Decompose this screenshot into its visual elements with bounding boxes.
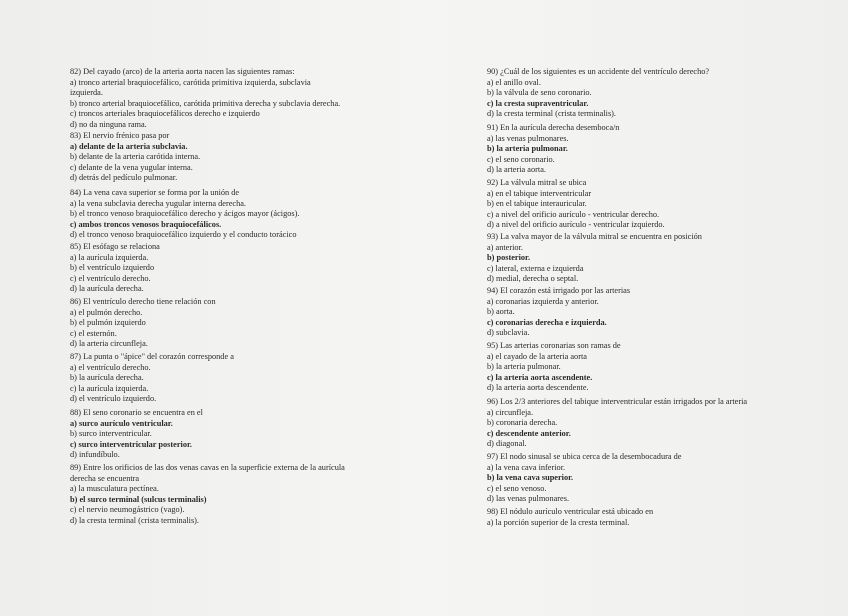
question-block — [70, 242, 450, 295]
question-stem: 84) La vena cava superior se forma por la unión de — [70, 188, 240, 197]
answer-option: b) delante de la arteria carótida interna. — [70, 152, 201, 162]
answer-option: d) la arteria circunfleja. — [70, 339, 148, 349]
question-stem: 85) El esófago se relaciona — [70, 242, 160, 251]
answer-option: a) anterior. — [487, 242, 523, 252]
question-stem: 98) El nódulo aurículo ventricular está ubicado en — [487, 507, 654, 516]
answer-option: d) infundíbulo. — [70, 450, 120, 460]
answer-option: b) el pulmón izquierdo — [70, 318, 146, 328]
answer-option: a) la vena cava inferior. — [487, 462, 566, 472]
question-block — [487, 507, 848, 528]
answer-option: c) ambos troncos venosos braquiocefálicos. — [70, 219, 222, 229]
answer-option: c) lateral, externa e izquierda — [487, 263, 584, 273]
answer-option: b) el tronco venoso braquiocefálico derecho y ácigos mayor (ácigos). — [70, 209, 300, 219]
answer-option: b) la arteria pulmonar. — [487, 362, 561, 372]
question-block — [70, 297, 450, 350]
answer-option: c) la aurícula izquierda. — [70, 383, 149, 393]
answer-option: d) la cresta terminal (crista terminalis). — [70, 515, 200, 525]
answer-option: a) el cayado de la arteria aorta — [487, 351, 587, 361]
answer-option: d) subclavia. — [487, 328, 530, 338]
answer-option: b) la aurícula derecha. — [70, 373, 144, 383]
question-stem: 97) El nodo sinusal se ubica cerca de la desembocadura de — [487, 452, 682, 461]
answer-option: a) circunfleja. — [487, 407, 534, 417]
answer-option: a) el ventrículo derecho. — [70, 362, 151, 372]
question-stem: 83) El nervio frénico pasa por — [70, 131, 170, 140]
question-stem: 91) En la aurícula derecha desemboca/n — [487, 123, 620, 132]
answer-option: d) la cresta terminal (crista terminalis). — [487, 109, 617, 119]
answer-option: a) la porción superior de la cresta terminal. — [487, 517, 630, 527]
question-stem: 95) Las arterias coronarias son ramas de — [487, 341, 621, 350]
answer-option: d) medial, derecha o septal. — [487, 274, 579, 284]
answer-option: c) el nervio neumogástrico (vago). — [70, 505, 185, 515]
answer-option: b) surco interventricular. — [70, 429, 152, 439]
question-stem: 93) La valva mayor de la válvula mitral se encuentra en posición — [487, 232, 702, 241]
answer-option: b) la arteria pulmonar. — [487, 144, 568, 154]
answer-option: c) surco interventricular posterior. — [70, 439, 192, 449]
question-stem: 87) La punta o "ápice" del corazón corresponde a — [70, 352, 234, 361]
answer-option: d) la arteria aorta descendente. — [487, 383, 589, 393]
question-block — [70, 67, 450, 131]
answer-option: c) coronarias derecha e izquierda. — [487, 317, 607, 327]
answer-option: c) el seno coronario. — [487, 154, 555, 164]
question-stem: 90) ¿Cuál de los siguientes es un accidente del ventrículo derecho? — [487, 67, 710, 76]
answer-option: c) el esternón. — [70, 328, 117, 338]
answer-option: d) el ventrículo izquierdo. — [70, 394, 157, 404]
answer-option: a) la musculatura pectínea. — [70, 484, 159, 494]
answer-option: a) delante de la arteria subclavia. — [70, 141, 188, 151]
question-block — [487, 232, 848, 285]
answer-option: c) descendente anterior. — [487, 428, 571, 438]
answer-option: c) el ventrículo derecho. — [70, 273, 151, 283]
answer-option: a) el pulmón derecho. — [70, 307, 143, 317]
answer-option: b) tronco arterial braquiocefálico, carótida primitiva derecha y subclavia derecha. — [70, 98, 341, 108]
question-block — [70, 463, 450, 527]
answer-option: c) delante de la vena yugular interna. — [70, 162, 193, 172]
answer-option: izquierda. — [70, 88, 103, 98]
answer-option: derecha se encuentra — [70, 473, 140, 483]
answer-option: a) el anillo oval. — [487, 77, 541, 87]
answer-option: c) troncos arteriales braquiocefálicos derecho e izquierdo — [70, 109, 260, 119]
answer-option: b) la válvula de seno coronario. — [487, 88, 592, 98]
answer-option: a) tronco arterial braquiocefálico, carótida primitiva izquierda, subclavia — [70, 77, 311, 87]
answer-option: a) en el tabique interventricular — [487, 188, 592, 198]
question-stem: 94) El corazón está irrigado por las arterias — [487, 286, 631, 295]
answer-option: b) la vena cava superior. — [487, 473, 574, 483]
answer-option: d) detrás del pedículo pulmonar. — [70, 173, 178, 183]
answer-option: d) la aurícula derecha. — [70, 284, 144, 294]
answer-option: a) coronarias izquierda y anterior. — [487, 296, 599, 306]
question-block — [487, 123, 848, 176]
answer-option: c) la arteria aorta ascendente. — [487, 372, 593, 382]
question-block — [487, 286, 848, 339]
question-stem: 92) La válvula mitral se ubica — [487, 178, 587, 187]
answer-option: b) coronaria derecha. — [487, 418, 558, 428]
question-stem: 86) El ventrículo derecho tiene relación con — [70, 297, 216, 306]
question-block — [487, 178, 848, 231]
question-block — [487, 67, 848, 120]
question-stem: 82) Del cayado (arco) de la arteria aorta nacen las siguientes ramas: — [70, 67, 295, 76]
answer-option: a) las venas pulmonares. — [487, 133, 569, 143]
question-block — [70, 352, 450, 405]
answer-option: d) no da ninguna rama. — [70, 119, 147, 129]
question-block — [487, 452, 848, 505]
answer-option: b) en el tabique interauricular. — [487, 199, 587, 209]
question-block — [70, 408, 450, 461]
answer-option: b) el surco terminal (sulcus terminalis) — [70, 494, 207, 504]
answer-option: b) aorta. — [487, 307, 515, 317]
answer-option: c) a nivel del orificio aurículo - ventricular derecho. — [487, 209, 660, 219]
question-block — [70, 131, 450, 184]
answer-option: d) a nivel del orificio aurículo - ventricular izquierdo. — [487, 220, 665, 230]
answer-option: d) la arteria aorta. — [487, 165, 546, 175]
answer-option: d) diagonal. — [487, 439, 527, 449]
answer-option: a) surco aurículo ventricular. — [70, 418, 173, 428]
answer-option: c) la cresta supraventricular. — [487, 98, 589, 108]
question-block — [487, 341, 848, 394]
answer-option: a) la vena subclavia derecha yugular interna derecha. — [70, 198, 246, 208]
answer-option: b) el ventrículo izquierdo — [70, 263, 155, 273]
answer-option: d) las venas pulmonares. — [487, 494, 570, 504]
question-stem: 89) Entre los orificios de las dos venas cavas en la superficie externa de la aurícula — [70, 463, 345, 472]
answer-option: c) el seno venoso. — [487, 483, 547, 493]
answer-option: d) el tronco venoso braquiocefálico izquierdo y el conducto torácico — [70, 230, 297, 240]
question-stem: 96) Los 2/3 anteriores del tabique interventricular están irrigados por la arteria — [487, 397, 748, 406]
question-block — [487, 397, 848, 450]
answer-option: b) posterior. — [487, 253, 531, 263]
answer-option: a) la aurícula izquierda. — [70, 252, 149, 262]
question-stem: 88) El seno coronario se encuentra en el — [70, 408, 203, 417]
question-block — [70, 188, 450, 241]
